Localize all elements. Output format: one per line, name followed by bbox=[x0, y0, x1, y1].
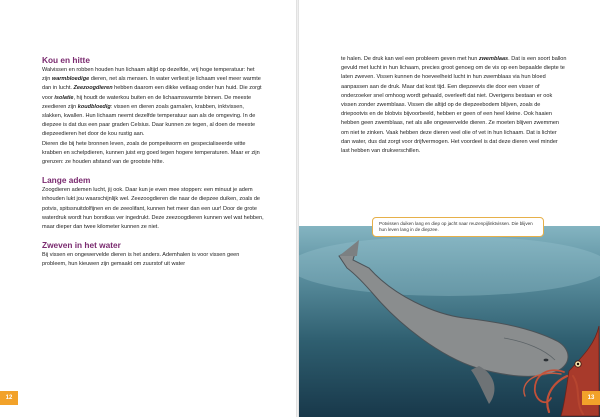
term-zwemblaas: zwemblaas bbox=[478, 56, 509, 62]
heading-zweven: Zweven in het water bbox=[42, 240, 121, 251]
right-page bbox=[299, 0, 600, 417]
image-caption: Potvissen duiken lang en diep op jacht naar reuzenpijlinktvissen. Die blijven hun leven lang in de diepzee. bbox=[372, 217, 544, 237]
page-number-right: 13 bbox=[582, 391, 600, 405]
right-text-column bbox=[341, 55, 567, 156]
heading-kou-en-hitte: Kou en hitte bbox=[42, 55, 90, 65]
left-page bbox=[0, 0, 296, 417]
paragraph-kou-1: Walvissen en robben houden hun lichaam altijd op dezelfde, vrij hoge temperatuur: het zijn warmbloedige dieren, net als mensen. In water verliest je lichaam veel meer warmte dan in lucht. Zeezoogdieren hebben daarom een dikke vetlaag onder hun huid. Die zorgt voor isolatie, hij houdt de waterkou buiten en de lichaamswarmte binnen. De meeste zeedieren zijn koudbloedig: vissen en dieren zoals garnalen, krabben, inktvissen, slakken, kwallen. Hun lichaam neemt dezelfde temperatuur aan als de omgeving. In de diepzee is dat dus een paar graden Celsius. Daar kunnen ze tegen, al doen de meeste diepzeedieren het door de kou rustig aan. bbox=[42, 67, 262, 138]
deep-sea-illustration bbox=[299, 226, 600, 417]
left-text-column bbox=[42, 55, 264, 270]
term-koudbloedig: koudbloedig bbox=[77, 103, 111, 110]
sperm-whale-and-squid-illustration bbox=[299, 226, 600, 417]
paragraph-lange-adem: Zoogdieren ademen lucht, jij ook. Daar kun je even mee stoppen: een minuut je adem inhouden lukt jou waarschijnlijk wel. Zeezoogdieren die naar de diepzee duiken, zoals de potvis, spitssnuitdolfijnen en de zeeolifant, kunnen het meer dan een uur! Door de grote waterdruk wordt hun borstkas ver ingedrukt. Deze zeezoogdieren kunnen wel wat hebben, maar dieper dan twee kilometer kunnen ze niet. bbox=[42, 187, 264, 231]
heading-lange-adem: Lange adem bbox=[42, 175, 91, 186]
term-warmbloedige: warmbloedige bbox=[51, 76, 90, 83]
paragraph-zweven: Bij vissen en ongewervelde dieren is het anders. Ademhalen is voor vissen geen probleem, hun kieuwen zijn gemaakt om zuurstof uit water bbox=[42, 252, 240, 268]
page-number-left: 12 bbox=[0, 391, 18, 405]
term-zeezoogdieren: Zeezoogdieren bbox=[73, 85, 113, 92]
paragraph-zwemblaas: te halen. De druk kan wel een probleem geven met hun zwemblaas. Dat is een soort ballon gevuld met lucht in hun lichaam, precies groot genoeg om de vis op een bepaalde diepte te laten zweven. Vissen kunnen de hoeveelheid lucht in hun zwemblaas via hun bloed aanpassen aan de druk. Maar dat kost tijd. Een diepzeevis die door een visser of onderzoeker snel omhoog wordt gehaald, overleeft dat niet. Overigens bestaan er ook vissen zonder zwemblaas. Vissen die altijd op de diepzeebodem blijven, zoals de driepootvis en de blobvis bijvoorbeeld, hebben er geen of een heel kleine. Ook haaien hebben geen zwemblaas, net als alle ongewervelde dieren. Ze moeten blijven zwemmen om niet te zinken. Vaak hebben deze dieren veel olie of vet in hun lichaam. Dat is lichter dan water, dus dat zorgt voor drijfvermogen. Het voordeel is dat deze dieren veel minder last hebben van drukverschillen. bbox=[341, 56, 567, 155]
paragraph-kou-2: Dieren die bij hete bronnen leven, zoals de pompeiiworm en gespecialiseerde witte krabben en schelpdieren, kunnen juist erg goed tegen hogere temperaturen. Maar er zijn grenzen: ze houden afstand van de grootste hitte. bbox=[42, 140, 260, 166]
term-isolatie: isolatie bbox=[54, 94, 74, 101]
